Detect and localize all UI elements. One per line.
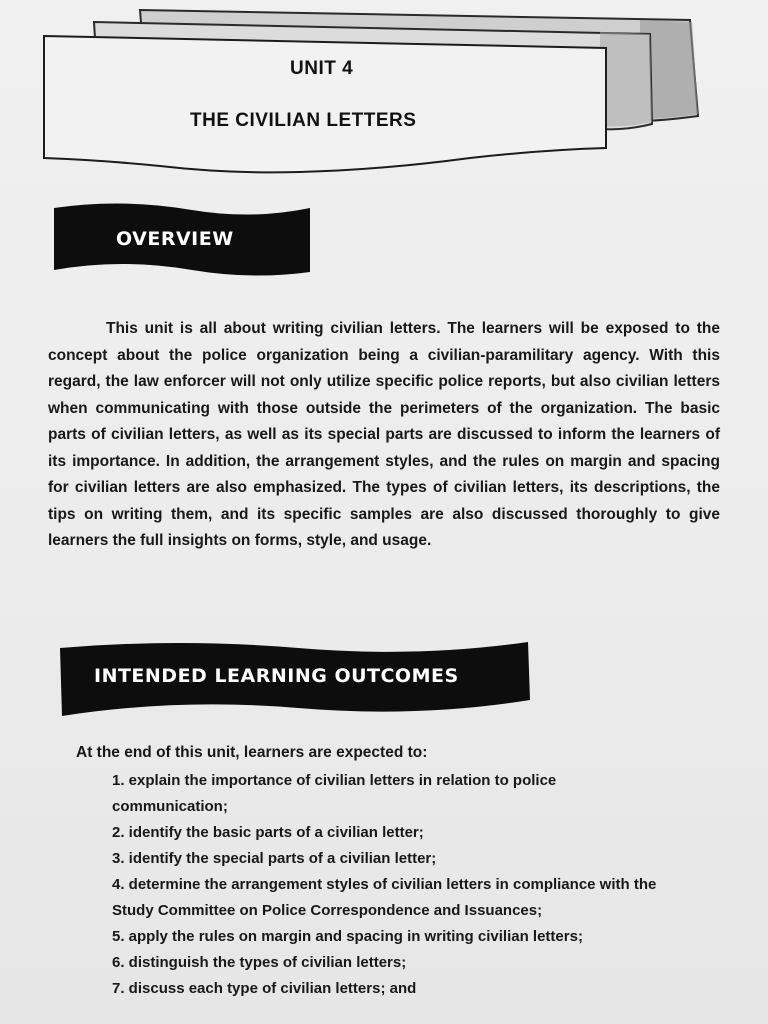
list-item: 5. apply the rules on margin and spacing in writing civilian letters; [112,928,583,945]
outcomes-intro: At the end of this unit, learners are expected to: [76,744,428,761]
outcomes-banner [58,636,534,720]
unit-header-scroll [0,0,768,200]
unit-title: THE CIVILIAN LETTERS [190,110,417,131]
list-item: 7. discuss each type of civilian letters; and [112,980,417,997]
list-item: 1. explain the importance of civilian letters in relation to police communication; [112,772,557,815]
overview-paragraph: This unit is all about writing civilian letters. The learners will be exposed to the concept about the police organization being a civilian-paramilitary agency. With this regard, the law enforcer will not only utilize specific police reports, but also civilian letters when communicating with those outside the perimeters of the organization. The basic parts of civilian letters, as well as its special parts are discussed to inform the learners of its importance. In addition, the arrangement styles, and the rules on margin and spacing for civilian letters are also emphasized. The types of civilian letters, its descriptions, the tips on writing them, and its specific samples are also discussed thoroughly to give learners the full insights on forms, style, and usage. [48,320,720,549]
outcomes-list [112,768,672,1002]
overview-heading: OVERVIEW [116,228,234,250]
overview-banner [52,200,314,280]
list-item: 3. identify the special parts of a civilian letter; [112,850,437,867]
outcomes-heading: INTENDED LEARNING OUTCOMES [94,665,459,687]
list-item: 6. distinguish the types of civilian letters; [112,954,407,971]
scroll-banner-graphic [0,0,768,200]
list-item: 2. identify the basic parts of a civilian letter; [112,824,424,841]
list-item: 4. determine the arrangement styles of civilian letters in compliance with the Study Committee on Police Correspondence and Issuances; [112,876,657,919]
unit-number: UNIT 4 [290,58,354,79]
